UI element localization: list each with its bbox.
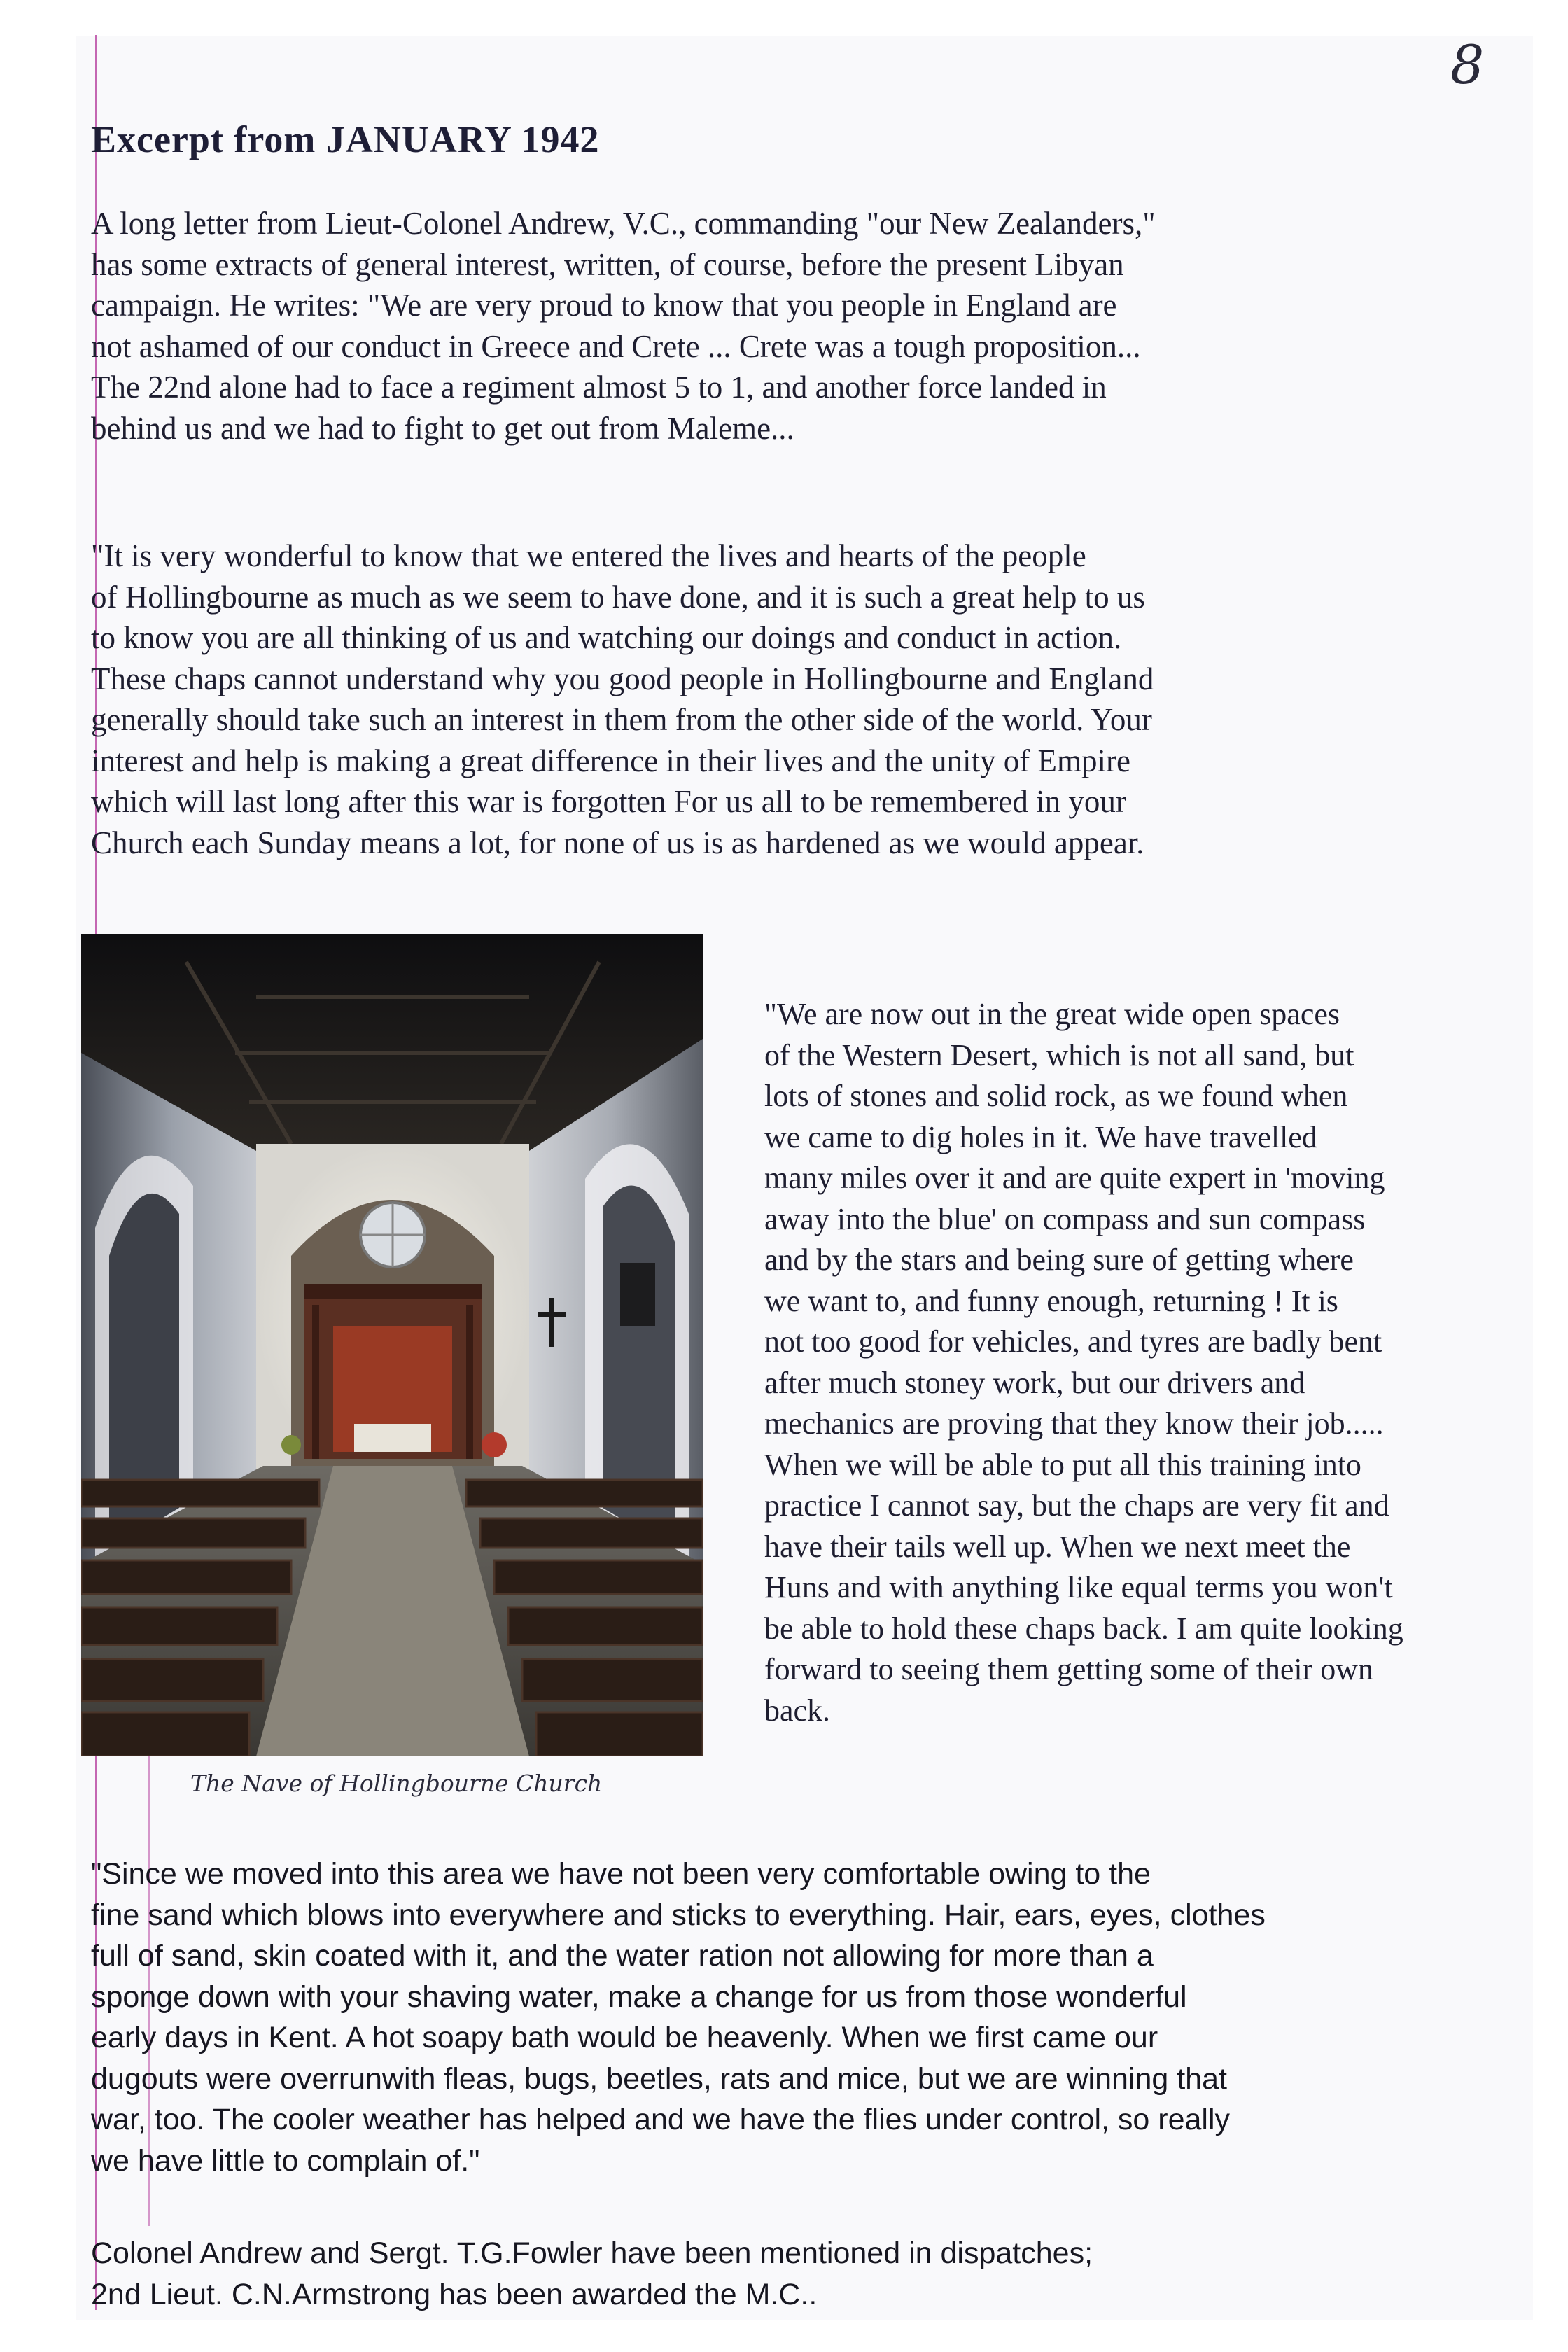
paragraph-hollingbourne: "It is very wonderful to know that we entered the lives and hearts of the people of Hollingbourne as much as we seem to have done, and it is such a great help to us to know you are all thinking of us and watching our doings and conduct in action. These chaps cannot understand why you good people in Hollingbourne and England generally should take such an interest in them from the other side of the world. Your interest and help is making a great difference in their lives and the unity of Empire which will last long after this war is forgotten For us all to be remembered in your Church each Sunday means a lot, for none of us is as hardened as we would appear.	[91, 538, 1154, 860]
page-number: 8	[1450, 34, 1485, 96]
paragraph-sand: "Since we moved into this area we have not been very comfortable owing to the fine sand which blows into everywhere and sticks to everything. Hair, ears, eyes, clothes full of sand, skin coated with it, and the water ration not allowing for more than a sponge down with your shaving water, make a change for us from those wonderful early days in Kent. A hot soapy bath would be heavenly. When we first came our dugouts were overrunwith fleas, bugs, beetles, rats and mice, but we are winning that war, too. The cooler weather has helped and we have the flies under control, so really we have little to complain of."	[91, 1857, 1266, 2178]
document-title: Excerpt from JANUARY 1942	[91, 118, 600, 160]
paragraph-intro: A long letter from Lieut-Colonel Andrew, V.C., commanding "our New Zealanders," has some extracts of general interest, written, of course, before the present Libyan campaign. He writes: "We are very proud to know that you people in England are not ashamed of our conduct in Greece and Crete ... Crete was a tough proposition... The 22nd alone had to face a regiment almost 5 to 1, and another force landed in behind us and we had to fight to get out from Maleme...	[91, 206, 1156, 446]
paragraph-dispatches: Colonel Andrew and Sergt. T.G.Fowler have been mentioned in dispatches; 2nd Lieut. C.N.Armstrong has been awarded the M.C..	[91, 2236, 1093, 2311]
photo-caption: The Nave of Hollingbourne Church	[190, 1770, 603, 1797]
church-nave-photo	[81, 934, 703, 1756]
paragraph-desert: "We are now out in the great wide open spaces of the Western Desert, which is not all sand, but lots of stones and solid rock, as we found when we came to dig holes in it. We have travelled many miles over it and are quite expert in 'moving away into the blue' on compass and sun compass and by the stars and being sure of getting where we want to, and funny enough, returning ! It is not too good for vehicles, and tyres are badly bent after much stoney work, but our drivers and mechanics are proving that they know their job..... When we will be able to put all this training into practice I cannot say, but the chaps are very fit and have their tails well up. When we next meet the Huns and with anything like equal terms you won't be able to hold these chaps back. I am quite looking forward to seeing them getting some of their own back.	[764, 997, 1404, 1728]
